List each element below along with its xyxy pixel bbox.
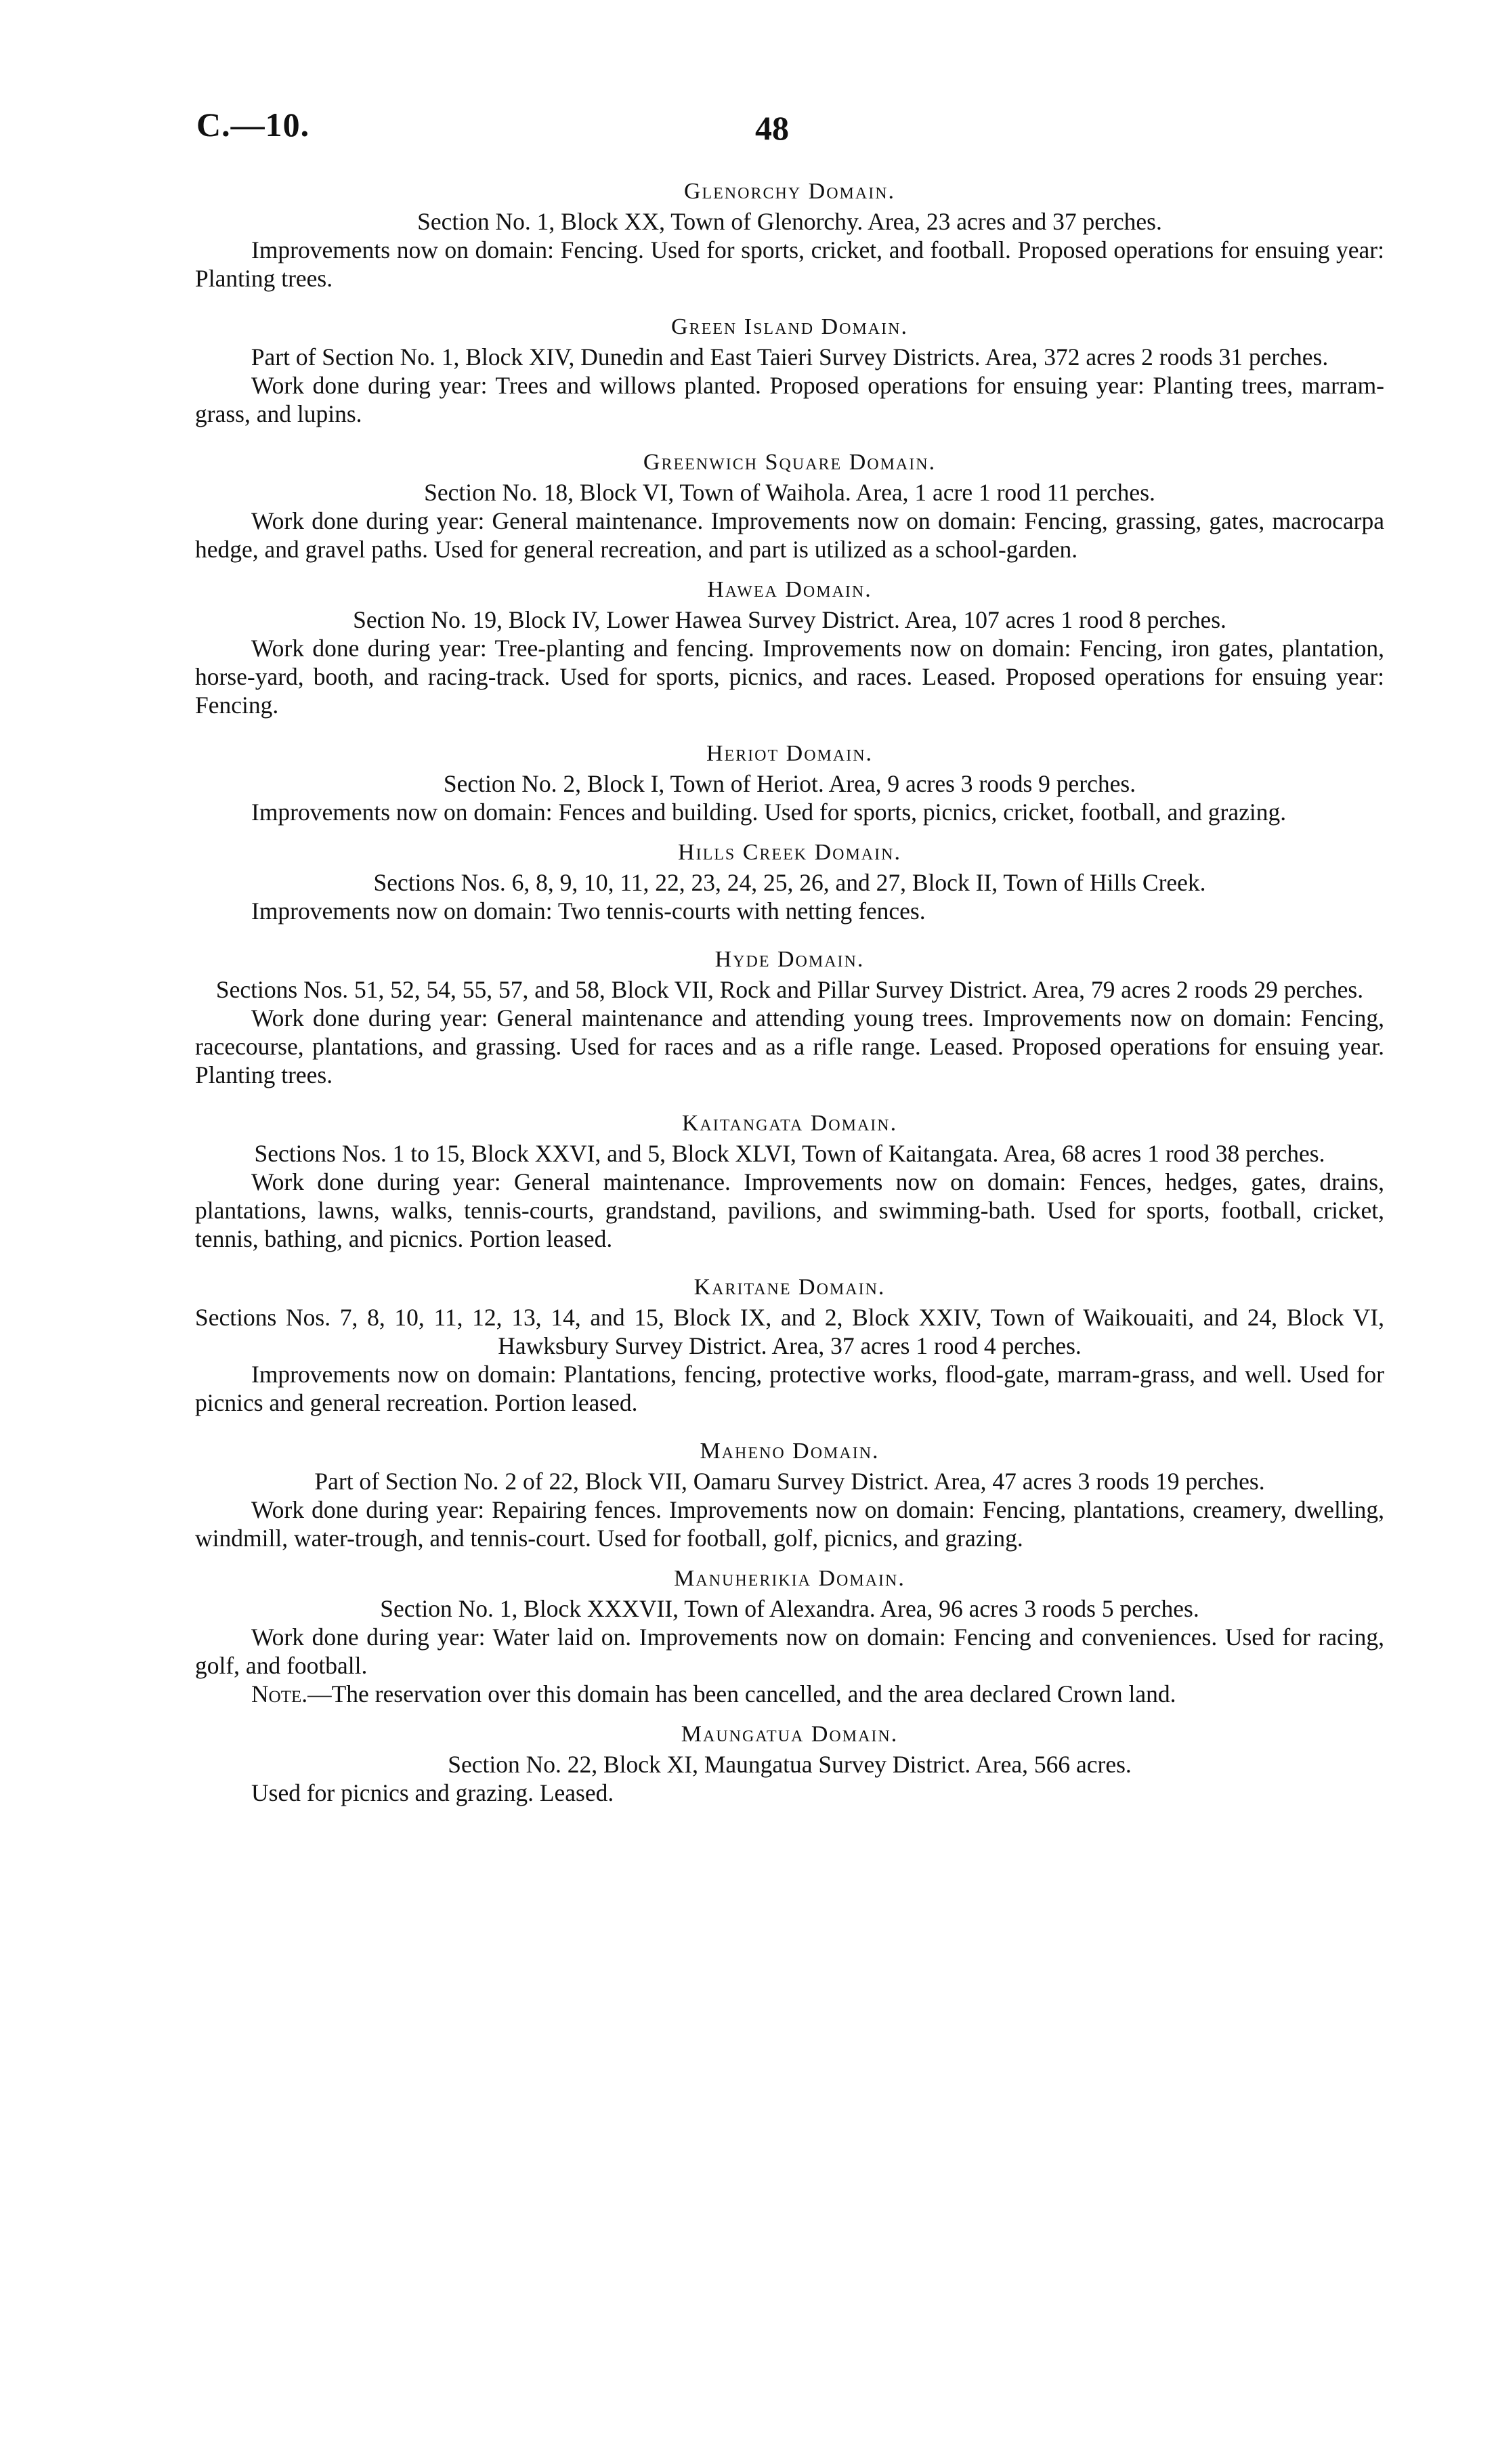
- section-title: Maheno Domain.: [700, 1439, 880, 1464]
- page-number: 48: [755, 109, 789, 147]
- section-paragraph: Work done during year: Water laid on. Improvements now on domain: Fencing and conveniences. Used for racing, golf, and football.: [195, 1623, 1384, 1679]
- section-paragraph: Used for picnics and grazing. Leased.: [251, 1779, 614, 1806]
- domain-section-hyde: [195, 946, 1384, 1089]
- note-text: —The reservation over this domain has been cancelled, and the area declared Crown land.: [307, 1680, 1176, 1707]
- section-description: Section No. 18, Block VI, Town of Waihola. Area, 1 acre 1 rood 11 perches.: [424, 479, 1155, 506]
- domain-section-heriot: [195, 740, 1384, 826]
- section-description: Section No. 22, Block XI, Maungatua Survey District. Area, 566 acres.: [448, 1751, 1132, 1778]
- section-title: Heriot Domain.: [706, 741, 874, 766]
- section-description: Section No. 2, Block I, Town of Heriot. Area, 9 acres 3 roods 9 perches.: [443, 770, 1136, 797]
- domain-list: [195, 177, 1384, 1807]
- section-paragraph: Improvements now on domain: Fences and building. Used for sports, picnics, cricket, football, and grazing.: [251, 799, 1287, 826]
- note-label: Note.: [251, 1680, 308, 1707]
- domain-section-maheno: [195, 1437, 1384, 1552]
- section-description: Sections Nos. 6, 8, 9, 10, 11, 22, 23, 24, 25, 26, and 27, Block II, Town of Hills Creek.: [373, 869, 1206, 896]
- section-paragraph: Work done during year: General maintenance. Improvements now on domain: Fencing, grassing, gates, macrocarpa hedge, and gravel paths. Used for general recreation, and part is utilized as a school-garden.: [195, 507, 1384, 563]
- section-title: Maungatua Domain.: [681, 1722, 899, 1747]
- report-code: C.—10.: [196, 106, 310, 144]
- section-title: Kaitangata Domain.: [681, 1111, 898, 1136]
- section-title: Hills Creek Domain.: [678, 840, 901, 865]
- section-paragraph: Work done during year: Repairing fences. Improvements now on domain: Fencing, plantations, creamery, dwelling, windmill, water-trough, and tennis-court. Used for football, golf, picnics, and grazing.: [195, 1496, 1384, 1552]
- section-description: Sections Nos. 51, 52, 54, 55, 57, and 58, Block VII, Rock and Pillar Survey District. Area, 79 acres 2 roods 29 perches.: [215, 976, 1364, 1003]
- section-note: [195, 1680, 1384, 1708]
- section-description: Sections Nos. 1 to 15, Block XXVI, and 5, Block XLVI, Town of Kaitangata. Area, 68 acres 1 rood 38 perches.: [254, 1140, 1325, 1167]
- section-title: Hyde Domain.: [714, 947, 865, 972]
- section-description: Part of Section No. 1, Block XIV, Dunedin and East Taieri Survey Districts. Area, 372 acres 2 roods 31 perches.: [251, 343, 1329, 370]
- domain-section-hills-creek: [195, 838, 1384, 925]
- section-title: Hawea Domain.: [707, 577, 872, 602]
- domain-section-greenwich-square: [195, 448, 1384, 564]
- section-paragraph: Work done during year: Trees and willows planted. Proposed operations for ensuing year: Planting trees, marram-grass, and lupins.: [195, 372, 1384, 427]
- section-paragraph: Improvements now on domain: Two tennis-courts with netting fences.: [251, 897, 926, 925]
- section-paragraph: Work done during year: General maintenance and attending young trees. Improvements now on domain: Fencing, racecourse, plantations, and grassing. Used for races and as a rifle range. Leased. Proposed operations for ensuing year. Planting trees.: [195, 1004, 1384, 1088]
- section-title: Manuherikia Domain.: [674, 1566, 905, 1591]
- section-title: Green Island Domain.: [671, 314, 908, 339]
- domain-section-karitane: [195, 1273, 1384, 1417]
- section-description: Section No. 19, Block IV, Lower Hawea Survey District. Area, 107 acres 1 rood 8 perches.: [353, 606, 1226, 633]
- section-description: Sections Nos. 7, 8, 10, 11, 12, 13, 14, and 15, Block IX, and 2, Block XXIV, Town of Waikouaiti, and 24, Block VI, Hawksbury Survey District. Area, 37 acres 1 rood 4 perches.: [195, 1304, 1384, 1359]
- section-title: Glenorchy Domain.: [683, 179, 896, 204]
- domain-section-glenorchy: [195, 177, 1384, 293]
- section-paragraph: Improvements now on domain: Fencing. Used for sports, cricket, and football. Proposed operations for ensuing year: Planting trees.: [195, 236, 1384, 292]
- section-description: Section No. 1, Block XX, Town of Glenorchy. Area, 23 acres and 37 perches.: [417, 208, 1162, 235]
- domain-section-hawea: [195, 576, 1384, 719]
- section-description: Part of Section No. 2 of 22, Block VII, Oamaru Survey District. Area, 47 acres 3 roods 19 perches.: [314, 1468, 1265, 1495]
- section-title: Greenwich Square Domain.: [643, 450, 937, 475]
- section-title: Karitane Domain.: [693, 1275, 886, 1300]
- domain-section-maungatua: [195, 1720, 1384, 1807]
- section-paragraph: Work done during year: Tree-planting and fencing. Improvements now on domain: Fencing, iron gates, plantation, horse-yard, booth, and racing-track. Used for sports, picnics, and races. Leased. Proposed operations for ensuing year: Fencing.: [195, 635, 1384, 719]
- domain-section-manuherikia: [195, 1565, 1384, 1708]
- domain-section-green-island: [195, 313, 1384, 428]
- section-paragraph: Work done during year: General maintenance. Improvements now on domain: Fences, hedges, gates, drains, plantations, lawns, walks, tennis-courts, grandstand, pavilions, and swimming-bath. Used for sports, football, cricket, tennis, bathing, and picnics. Portion leased.: [195, 1168, 1384, 1252]
- section-paragraph: Improvements now on domain: Plantations, fencing, protective works, flood-gate, marram-grass, and well. Used for picnics and general recreation. Portion leased.: [195, 1361, 1384, 1416]
- domain-section-kaitangata: [195, 1109, 1384, 1253]
- section-description: Section No. 1, Block XXXVII, Town of Alexandra. Area, 96 acres 3 roods 5 perches.: [380, 1595, 1199, 1622]
